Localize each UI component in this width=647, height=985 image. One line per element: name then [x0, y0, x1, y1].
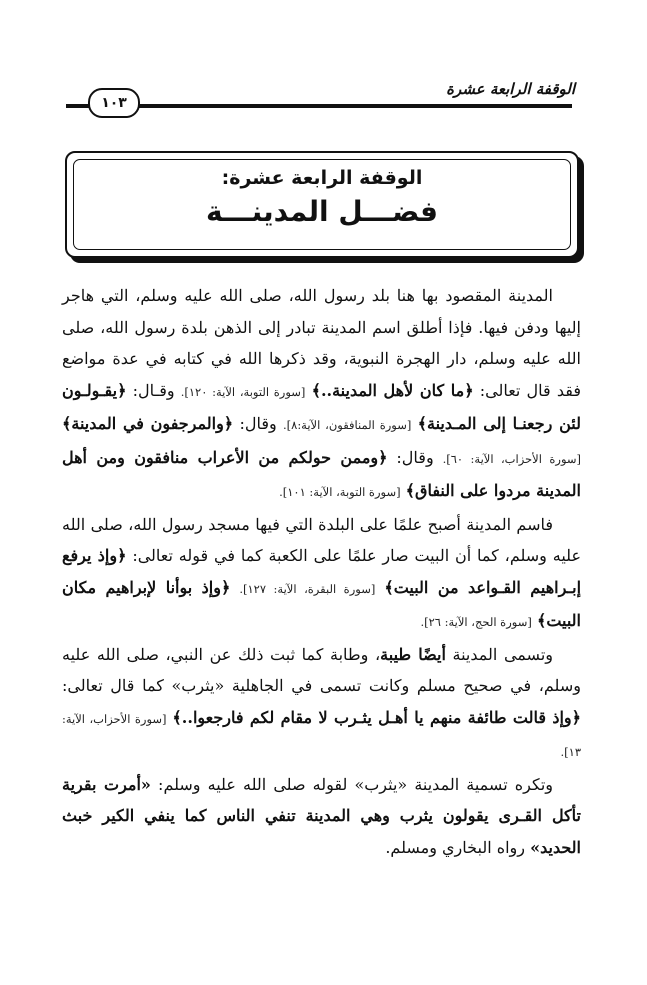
- verse-reference: [سورة الأحزاب، الآية: ١٣].: [62, 711, 581, 759]
- paragraph-4: [62, 769, 581, 864]
- text-span: وقال:: [239, 414, 277, 433]
- text-span: رواه البخاري ومسلم.: [385, 837, 525, 857]
- running-title: الوقفة الرابعة عشرة: [446, 80, 575, 98]
- heading-subtitle: فضـــل المدينـــة: [205, 195, 439, 228]
- quran-verse: ﴿وإذ قالت طائفة منهم يا أهـل يثـرب لا مقام لكم فارجعوا..﴾: [172, 707, 582, 727]
- quran-verse: ﴿والمرجفون في المدينة﴾: [62, 414, 234, 433]
- text-span: ، وطابة كما ثبت ذلك عن النبي، صلى الله عليه وسلم، في صحيح مسلم وكانت تسمى في الجاهلية «يثرب» كما قال تعالى:: [62, 644, 581, 695]
- header-rule: [132, 104, 572, 108]
- verse-reference: [سورة الحج، الآية: ٢٦].: [420, 615, 532, 629]
- header-rule-short: [66, 104, 90, 108]
- verse-reference: [سورة التوبة، الآية: ١٢٠].: [180, 384, 306, 399]
- quran-verse: ﴿وإذ بوأنا لإبراهيم مكان البيت﴾: [62, 577, 581, 630]
- verse-reference: [سورة المنافقون، الآية:٨].: [282, 418, 412, 432]
- paragraph-3: [62, 639, 581, 769]
- heading-title: الوقفة الرابعة عشرة:: [221, 167, 423, 189]
- text-span: وتكره تسمية المدينة «يثرب» لقوله صلى الله عليه وسلم:: [158, 774, 553, 794]
- text-span: المدينة المقصود بها هنا بلد رسول الله، صلى الله عليه وسلم، التي هاجر إليها ودفن فيها. فإذا أطلق اسم المدينة تبادر إلى الذهن بلدة رسول الله، صلى الله عليه وسلم، دار الهجرة النبوية، وقد ذكرها الله في كتابه في عدة مواضع فقد قال تعالى:: [62, 286, 581, 400]
- quran-verse: ﴿وإذ يرفع إبـراهيم القـواعد من البيت﴾: [62, 546, 582, 597]
- body-text: [62, 280, 581, 863]
- paragraph-2: [62, 509, 581, 639]
- page-number: ١٠٣: [88, 88, 140, 118]
- quran-verse: ﴿ما كان لأهل المدينة..﴾: [311, 380, 474, 400]
- heading-box: [65, 151, 579, 258]
- verse-reference: [سورة التوبة، الآية: ١٠١].: [279, 485, 401, 499]
- paragraph-1: [62, 280, 581, 509]
- quran-verse: ﴿يقـولـون لئن رجعنـا إلى المـدينة﴾: [62, 380, 581, 433]
- text-span: وتسمى المدينة: [452, 644, 553, 664]
- text-span: وقـال:: [132, 380, 175, 400]
- text-span: فاسم المدينة أصبح علمًا على البلدة التي فيها مسجد رسول الله، صلى الله عليه وسلم، كما أن البيت صار علمًا على الكعبة كما في قوله تعالى:: [62, 514, 581, 565]
- bold-phrase: أيضًا طيبة: [380, 644, 446, 664]
- hadith-quote: «أمرت بقرية تأكل القـرى يقولون يثرب وهي المدينة تنفي الناس كما ينفي الكير خبث الحديد»: [62, 774, 581, 857]
- quran-verse: ﴿وممن حولكم من الأعراب منافقون ومن أهل المدينة مردوا على النفاق﴾: [62, 447, 581, 500]
- verse-reference: [سورة الأحزاب، الآية: ٦٠].: [442, 451, 582, 466]
- verse-reference: [سورة البقرة، الآية: ١٢٧].: [239, 581, 376, 596]
- text-span: وقال:: [396, 447, 434, 467]
